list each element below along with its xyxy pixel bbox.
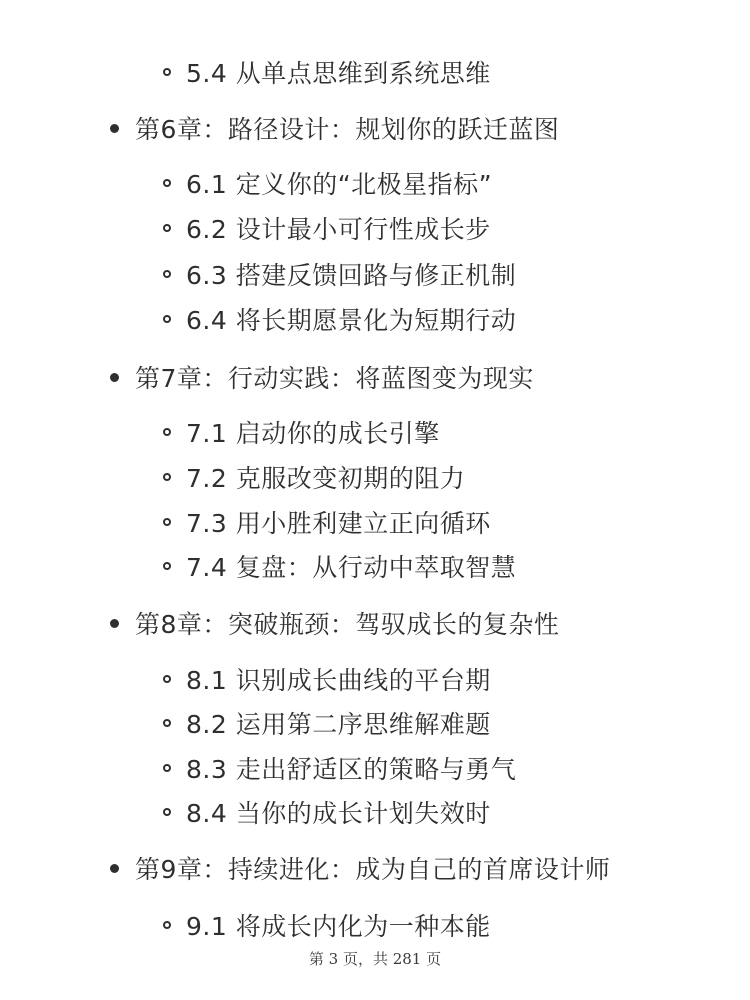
toc-section-item: [163, 748, 516, 788]
bullet-circle-icon: [163, 675, 171, 683]
bullet-circle-icon: [163, 473, 171, 481]
toc-section-item: [163, 457, 465, 497]
toc-section-item: [163, 792, 491, 832]
bullet-circle-icon: [163, 315, 171, 323]
toc-item-label: 7.2 克服改变初期的阻力: [186, 464, 466, 493]
bullet-circle-icon: [163, 428, 171, 436]
page-footer: 第 3 页，共 281 页: [308, 950, 442, 968]
bullet-circle-icon: [163, 808, 171, 816]
toc-item-label: 8.2 运用第二序思维解难题: [186, 710, 491, 739]
bullet-disc-icon: [110, 373, 119, 382]
toc-chapter-item: [110, 848, 610, 888]
toc-item-label: 第9章：持续进化：成为自己的首席设计师: [135, 855, 611, 884]
toc-section-item: [163, 254, 516, 294]
bullet-circle-icon: [163, 179, 171, 187]
toc-section-item: [163, 502, 491, 542]
toc-item-label: 6.3 搭建反馈回路与修正机制: [186, 261, 517, 290]
toc-item-label: 第7章：行动实践：将蓝图变为现实: [135, 364, 534, 393]
toc-chapter-item: [110, 357, 534, 397]
bullet-disc-icon: [110, 619, 119, 628]
toc-item-label: 第6章：路径设计：规划你的跃迁蓝图: [135, 115, 560, 144]
toc-item-label: 8.1 识别成长曲线的平台期: [186, 666, 491, 695]
bullet-circle-icon: [163, 562, 171, 570]
toc-item-label: 8.3 走出舒适区的策略与勇气: [186, 755, 517, 784]
toc-section-item: [163, 52, 491, 92]
toc-section-item: [163, 905, 491, 945]
bullet-circle-icon: [163, 764, 171, 772]
bullet-circle-icon: [163, 921, 171, 929]
bullet-circle-icon: [163, 224, 171, 232]
toc-item-label: 9.1 将成长内化为一种本能: [186, 912, 491, 941]
toc-section-item: [163, 299, 516, 339]
bullet-disc-icon: [110, 864, 119, 873]
toc-chapter-item: [110, 108, 559, 148]
toc-item-label: 7.4 复盘：从行动中萃取智慧: [186, 553, 517, 582]
bullet-circle-icon: [163, 270, 171, 278]
bullet-disc-icon: [110, 124, 119, 133]
toc-section-item: [163, 208, 491, 248]
toc-section-item: [163, 412, 440, 452]
toc-section-item: [163, 546, 516, 586]
toc-item-label: 第8章：突破瓶颈：驾驭成长的复杂性: [135, 610, 560, 639]
toc-item-label: 8.4 当你的成长计划失效时: [186, 799, 491, 828]
toc-item-label: 6.2 设计最小可行性成长步: [186, 215, 491, 244]
bullet-circle-icon: [163, 68, 171, 76]
toc-item-label: 6.1 定义你的“北极星指标”: [186, 170, 493, 199]
toc-item-label: 6.4 将长期愿景化为短期行动: [186, 306, 517, 335]
toc-chapter-item: [110, 603, 559, 643]
toc-item-label: 5.4 从单点思维到系统思维: [186, 59, 491, 88]
bullet-circle-icon: [163, 719, 171, 727]
toc-item-label: 7.1 启动你的成长引擎: [186, 419, 440, 448]
bullet-circle-icon: [163, 518, 171, 526]
toc-item-label: 7.3 用小胜利建立正向循环: [186, 509, 491, 538]
toc-section-item: [163, 659, 491, 699]
toc-section-item: [163, 163, 492, 203]
toc-section-item: [163, 703, 491, 743]
